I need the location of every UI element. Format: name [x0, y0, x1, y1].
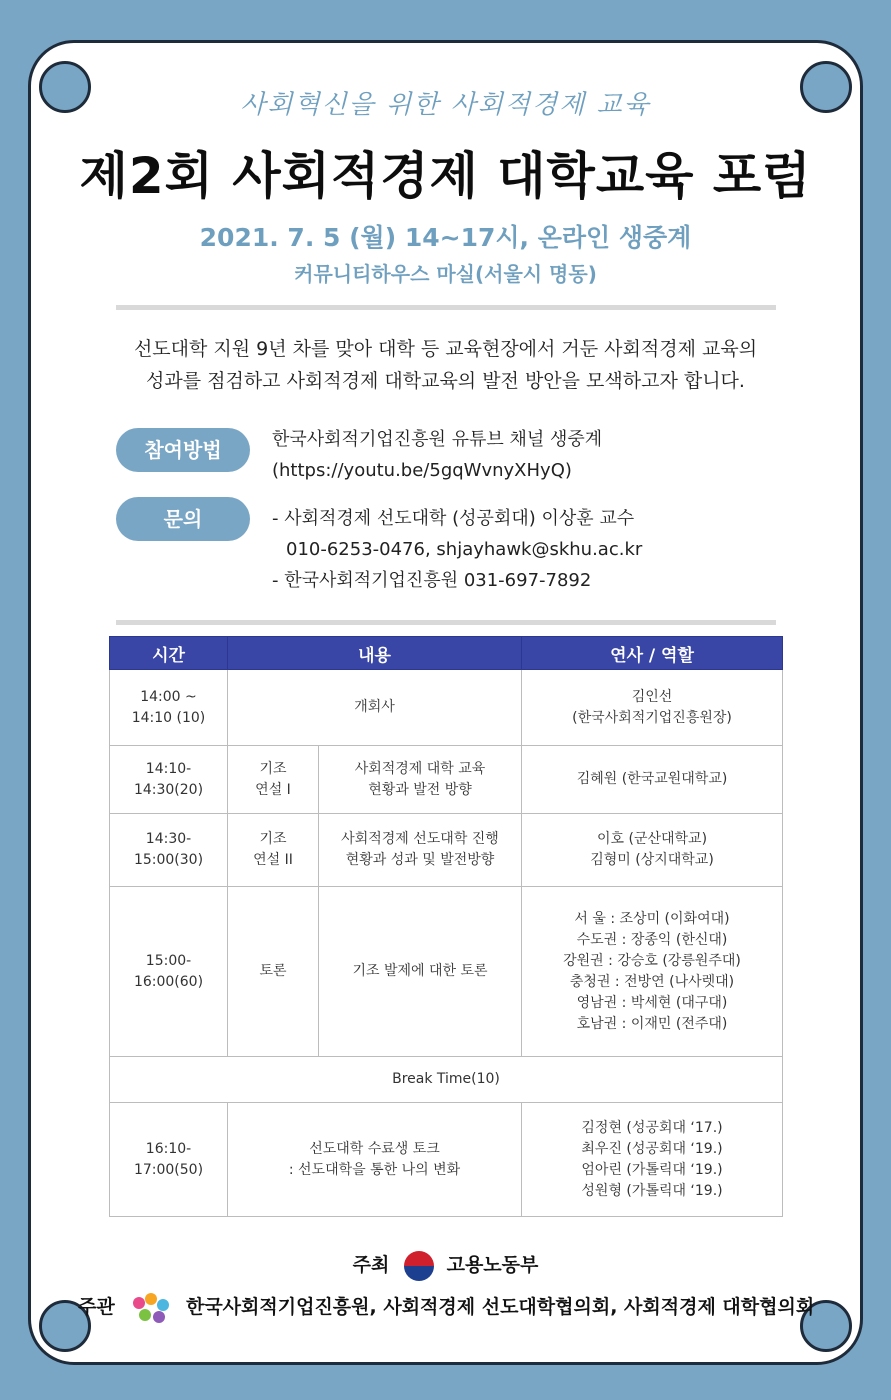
inquiry-badge: 문의: [116, 497, 250, 541]
host-names: 한국사회적기업진흥원, 사회적경제 선도대학협의회, 사회적경제 대학협의회: [185, 1296, 815, 1318]
table-header-row: [110, 637, 783, 670]
speaker-cell: 김혜원 (한국교원대학교): [522, 746, 783, 814]
participation-line: 한국사회적기업진흥원 유튜브 채널 생중계: [272, 429, 603, 450]
social-enterprise-logo-icon: [131, 1293, 175, 1323]
organizer-name: 고용노동부: [446, 1254, 539, 1276]
content-cell: 기조 발제에 대한 토론: [319, 887, 522, 1057]
header-speaker: 연사 / 역할: [522, 637, 783, 670]
inquiry-line: - 한국사회적기업진흥원 031-697-7892: [272, 570, 592, 591]
schedule-table: [109, 636, 783, 1217]
table-row: [110, 670, 783, 746]
participation-info: [272, 424, 792, 486]
speaker-cell: 김정현 (성공회대 ‘17.) 최우진 (성공회대 ‘19.) 엄아린 (가톨릭대 ‘19.) 성원형 (가톨릭대 ‘19.): [522, 1103, 783, 1217]
table-row: [110, 814, 783, 887]
poster-title: 제2회 사회적경제 대학교육 포럼: [79, 147, 812, 205]
inquiry-info: [272, 503, 792, 596]
divider: [116, 620, 776, 625]
type-cell: 토론: [228, 887, 319, 1057]
break-row: [110, 1057, 783, 1103]
intro-line: 선도대학 지원 9년 차를 맞아 대학 등 교육현장에서 거둔 사회적경제 교육의: [133, 338, 758, 360]
intro-text: [60, 333, 831, 397]
content-cell: 사회적경제 선도대학 진행 현황과 성과 및 발전방향: [319, 814, 522, 887]
poster-subtitle: 사회혁신을 위한 사회적경제 교육: [240, 90, 651, 120]
time-cell: 14:30- 15:00(30): [110, 814, 228, 887]
break-cell: Break Time(10): [110, 1057, 783, 1103]
host: [78, 1292, 858, 1323]
speaker-cell: 이호 (군산대학교) 김형미 (상지대학교): [522, 814, 783, 887]
table-row: [110, 746, 783, 814]
header-content: 내용: [228, 637, 522, 670]
type-cell: 기조 연설 I: [228, 746, 319, 814]
content-cell: 선도대학 수료생 토크 : 선도대학을 통한 나의 변화: [228, 1103, 522, 1217]
table-row: [110, 887, 783, 1057]
host-label: 주관: [78, 1296, 115, 1318]
event-date: 2021. 7. 5 (월) 14~17시, 온라인 생중계: [199, 223, 692, 252]
time-cell: 14:00 ~ 14:10 (10): [110, 670, 228, 746]
youtube-link[interactable]: (https://youtu.be/5gqWvnyXHyQ): [272, 460, 572, 481]
content-cell: 사회적경제 대학 교육 현황과 발전 방향: [319, 746, 522, 814]
time-cell: 15:00- 16:00(60): [110, 887, 228, 1057]
divider: [116, 305, 776, 310]
inquiry-contact[interactable]: 010-6253-0476, shjayhawk@skhu.ac.kr: [286, 539, 643, 560]
time-cell: 14:10- 14:30(20): [110, 746, 228, 814]
speaker-cell: 서 울 : 조상미 (이화여대) 수도권 : 장종익 (한신대) 강원권 : 강승호 (강릉원주대) 충청권 : 전방연 (나사렛대) 영남권 : 박세현 (대구대) 호남권 : 이재민 (전주대): [522, 887, 783, 1057]
event-place: 커뮤니티하우스 마실(서울시 명동): [294, 262, 597, 286]
inquiry-line: - 사회적경제 선도대학 (성공회대) 이상훈 교수: [272, 508, 635, 529]
government-emblem-icon: [404, 1251, 434, 1281]
organizer-label: 주최: [352, 1254, 390, 1276]
header-time: 시간: [110, 637, 228, 670]
organizer: [0, 1250, 891, 1281]
table-row: [110, 1103, 783, 1217]
participation-badge: 참여방법: [116, 428, 250, 472]
type-cell: 기조 연설 II: [228, 814, 319, 887]
intro-line: 성과를 점검하고 사회적경제 대학교육의 발전 방안을 모색하고자 합니다.: [146, 370, 745, 392]
speaker-cell: 김인선 (한국사회적기업진흥원장): [522, 670, 783, 746]
content-cell: 개회사: [228, 670, 522, 746]
time-cell: 16:10- 17:00(50): [110, 1103, 228, 1217]
